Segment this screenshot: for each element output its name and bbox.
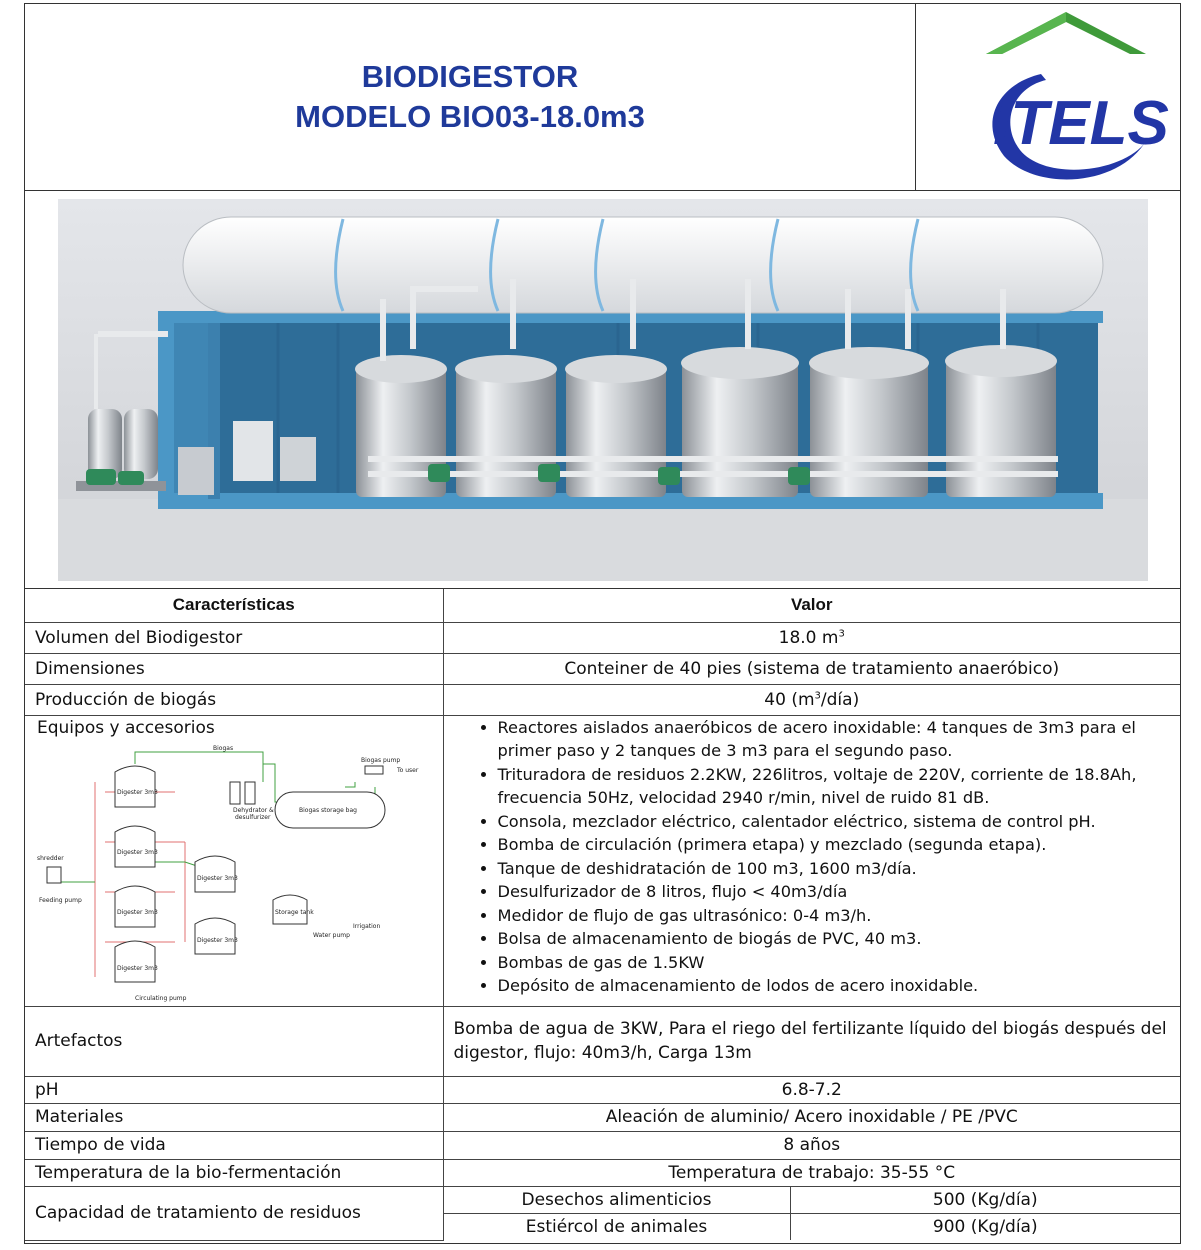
vida-label: Tiempo de vida: [25, 1131, 443, 1159]
volumen-value: 18.0 $m^3$: [443, 622, 1180, 653]
capacidad-label: Capacidad de tratamiento de residuos: [25, 1186, 443, 1240]
logo-text: ITELS: [993, 89, 1169, 158]
svg-text:desulfurizer: desulfurizer: [235, 813, 271, 821]
table-row: [25, 684, 1180, 715]
svg-text:Dehydrator &: Dehydrator &: [233, 806, 274, 814]
list-item: • Trituradora de residuos 2.2KW, 226litros, voltaje de 220V, corriente de 18.8Ah, frecuencia 50Hz, velocidad 2940 r/min, nivel de ruido 81 dB.: [498, 763, 1175, 810]
list-item: • Depósito de almacenamiento de lodos de acero inoxidable.: [498, 974, 1175, 998]
header: [25, 4, 1180, 191]
ph-label: pH: [25, 1076, 443, 1103]
artefactos-label: Artefactos: [25, 1006, 443, 1076]
svg-text:Digester 3m3: Digester 3m3: [197, 936, 238, 944]
equipos-label: Equipos y accesorios: [37, 717, 215, 738]
table-row: [25, 653, 1180, 684]
svg-text:Biogas pump: Biogas pump: [361, 756, 401, 764]
svg-text:Biogas storage bag: Biogas storage bag: [299, 806, 357, 814]
svg-text:Biogas: Biogas: [213, 744, 234, 752]
svg-text:Digester 3m3: Digester 3m3: [117, 848, 158, 856]
table-row: [25, 1131, 1180, 1159]
volumen-label: Volumen del Biodigestor: [25, 622, 443, 653]
produccion-value: 40 $(m^3/día)$: [443, 684, 1180, 715]
svg-text:Digester 3m3: Digester 3m3: [197, 874, 238, 882]
ph-value: 6.8-7.2: [443, 1076, 1180, 1103]
vida-value: 8 años: [443, 1131, 1180, 1159]
list-item: • Consola, mezclador eléctrico, calentador eléctrico, sistema de control pH.: [498, 810, 1175, 834]
table-row: [25, 1006, 1180, 1076]
table-row: [25, 715, 1180, 1006]
materiales-label: Materiales: [25, 1103, 443, 1131]
product-render-area: [25, 191, 1180, 589]
temperatura-label: Temperatura de la bio-fermentación: [25, 1159, 443, 1186]
list-item: • Medidor de flujo de gas ultrasónico: 0-4 m3/h.: [498, 904, 1175, 928]
capacidad-type: Estiércol de animales: [443, 1213, 790, 1240]
itels-logo: [916, 4, 1180, 190]
list-item: • Bomba de circulación (primera etapa) y mezclado (segunda etapa).: [498, 833, 1175, 857]
produccion-label: Producción de biogás: [25, 684, 443, 715]
materiales-value: Aleación de aluminio/ Acero inoxidable / PE /PVC: [443, 1103, 1180, 1131]
equipos-list-cell: [443, 715, 1180, 1006]
list-item: • Reactores aislados anaeróbicos de acero inoxidable: 4 tanques de 3m3 para el primer paso y 2 tanques de 3 m3 para el segundo paso.: [498, 716, 1175, 763]
table-row: [25, 622, 1180, 653]
list-item: • Bolsa de almacenamiento de biogás de PVC, 40 m3.: [498, 927, 1175, 951]
process-flow-diagram: [35, 742, 419, 1004]
svg-text:To user: To user: [397, 766, 419, 774]
table-row: [25, 1076, 1180, 1103]
title-line-2: MODELO BIO03-18.0m3: [295, 99, 645, 134]
dimensiones-label: Dimensiones: [25, 653, 443, 684]
table-header-row: [25, 589, 1180, 622]
equipos-cell: [25, 715, 443, 1006]
capacidad-value: 500 (Kg/día): [790, 1186, 1180, 1213]
table-row: [25, 1103, 1180, 1131]
capacidad-type: Desechos alimenticios: [443, 1186, 790, 1213]
spec-sheet: [24, 3, 1181, 1244]
list-item: • Tanque de deshidratación de 100 m3, 1600 m3/día.: [498, 857, 1175, 881]
list-item: • Bombas de gas de 1.5KW: [498, 951, 1175, 975]
table-row: [25, 1159, 1180, 1186]
specification-table: [25, 589, 1180, 1241]
artefactos-value: Bomba de agua de 3KW, Para el riego del fertilizante líquido del biogás después del digestor, flujo: 40m3/h, Carga 13m: [443, 1006, 1180, 1076]
svg-text:Digester 3m3: Digester 3m3: [117, 964, 158, 972]
dimensiones-value: Conteiner de 40 pies (sistema de tratamiento anaeróbico): [443, 653, 1180, 684]
header-value: Valor: [443, 589, 1180, 622]
svg-text:Feeding pump: Feeding pump: [39, 896, 82, 904]
equipos-list: [454, 716, 1175, 998]
header-characteristics: Características: [25, 589, 443, 622]
svg-text:Storage tank: Storage tank: [275, 908, 314, 916]
list-item: • Desulfurizador de 8 litros, flujo < 40m3/día: [498, 880, 1175, 904]
svg-text:Irrigation: Irrigation: [353, 922, 381, 930]
title-box: [25, 4, 916, 190]
biodigester-container-render: [58, 199, 1148, 581]
svg-text:Digester 3m3: Digester 3m3: [117, 788, 158, 796]
title-line-1: BIODIGESTOR: [361, 59, 579, 94]
svg-text:Digester 3m3: Digester 3m3: [117, 908, 158, 916]
table-row: [25, 1186, 1180, 1213]
temperatura-value: Temperatura de trabajo: 35-55 °C: [443, 1159, 1180, 1186]
svg-text:Water pump: Water pump: [313, 931, 350, 939]
capacidad-value: 900 (Kg/día): [790, 1213, 1180, 1240]
svg-text:shredder: shredder: [37, 854, 64, 862]
svg-text:Circulating pump: Circulating pump: [135, 994, 187, 1002]
